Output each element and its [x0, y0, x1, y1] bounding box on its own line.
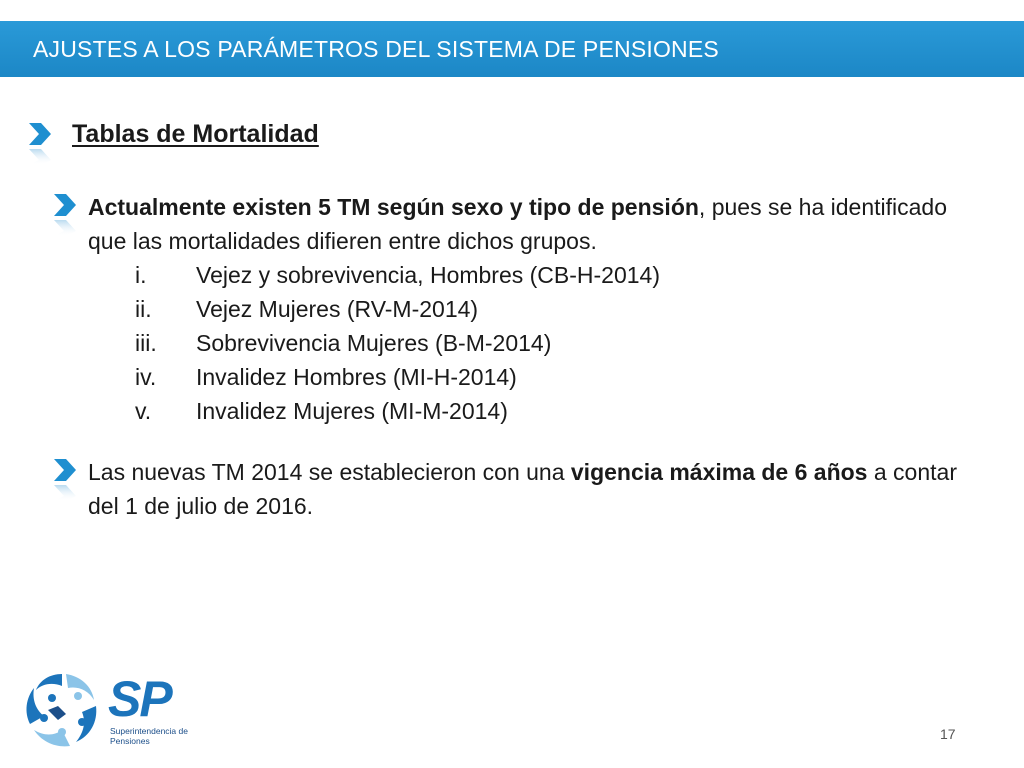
- chevron-right-icon: [52, 192, 78, 236]
- paragraph-new-tables: [88, 455, 968, 523]
- logo-brand: SP: [108, 671, 171, 727]
- list-item-text: Vejez y sobrevivencia, Hombres (CB-H-2014): [196, 262, 661, 288]
- list-item-text: Sobrevivencia Mujeres (B-M-2014): [196, 330, 552, 356]
- paragraph-text: Las nuevas TM 2014 se establecieron con una: [88, 459, 571, 485]
- list-item-text: Invalidez Mujeres (MI-M-2014): [196, 398, 508, 424]
- page-number: 17: [940, 726, 956, 742]
- list-item-number: iv.: [135, 364, 157, 390]
- header-bar: [0, 21, 1024, 77]
- list-item-text: Invalidez Hombres (MI-H-2014): [196, 364, 517, 390]
- chevron-right-icon: [27, 121, 53, 165]
- paragraph-bold-emphasis: vigencia máxima de 6 años: [570, 459, 868, 485]
- paragraph-text: a contar del 1 de julio de 2016.: [88, 459, 957, 519]
- sp-logo-mark: [22, 670, 106, 750]
- paragraph-bold-lead: Actualmente existen 5 TM según sexo y tipo de pensión: [88, 194, 699, 220]
- list-item-text: Vejez Mujeres (RV-M-2014): [196, 296, 479, 322]
- slide-title: AJUSTES A LOS PARÁMETROS DEL SISTEMA DE PENSIONES: [33, 36, 719, 62]
- paragraph-text: , pues se ha identificado que las mortalidades difieren entre dichos grupos.: [88, 194, 947, 254]
- list-item-number: iii.: [135, 330, 157, 356]
- paragraph-current-tables: [88, 190, 968, 258]
- list-item-number: i.: [135, 262, 147, 288]
- section-heading: Tablas de Mortalidad: [72, 120, 319, 148]
- logo-subtitle: Superintendencia de Pensiones: [110, 726, 188, 746]
- chevron-right-icon: [52, 457, 78, 501]
- sp-logo: [22, 670, 222, 750]
- list-item-number: v.: [135, 398, 152, 424]
- list-item-number: ii.: [135, 296, 152, 322]
